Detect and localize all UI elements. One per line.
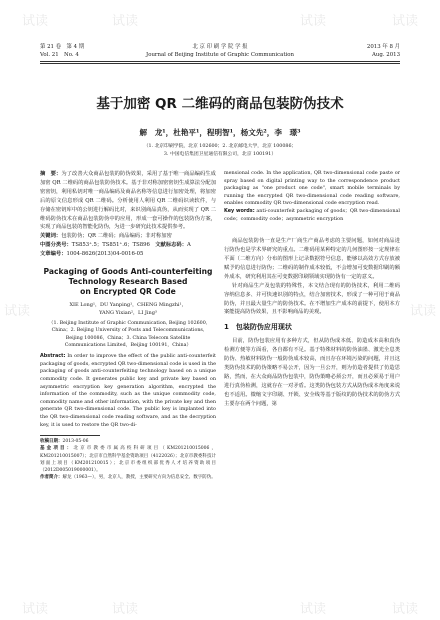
header-rule <box>40 63 400 64</box>
article-number-label: 文章编号： <box>40 251 67 258</box>
bio-text: 解龙（1963—），男，北京人，教授，主要研究方向为信息安全、数字防伪。 <box>62 475 216 481</box>
right-column <box>224 170 400 620</box>
journal-name-cn: 北 京 印 刷 学 院 学 报 <box>192 44 248 50</box>
abstract-text: 为了改善大众商品包装的防伪效果，采用了基于唯一商品编码生成加密 QR 二维码的商品包装防伪技术。基于非对称加密密钥生成算法分配加密密钥，利用私钥对唯一商品编码及商品名称等信息进行加密处理，将加密后的原文信息形成 QR 二维码。分析使用人利用 QR 二维码识读软件，与存储在密钥库中的公钥进行解码比对，来识别商品真伪，从而实现了 QR 二维码防伪技术在商品包装防伪中的应用，形成一套可操作的包装防伪方案，实现了商品包装的智能化防伪，为进一步研究此技术提供参考。 <box>40 171 216 231</box>
footnote-bio <box>40 474 216 481</box>
keywords-label: 关键词： <box>40 233 62 240</box>
watermark-text: 试读 <box>300 602 327 617</box>
author-list: 解 龙¹，杜艳平¹，程明智¹，杨文先²，李 璟³ <box>139 128 301 137</box>
classification-line <box>40 241 216 250</box>
abstract-en-continued: mensional code. In the application, QR two-dimensional code paste or spray based on digital printing way to the correspondence product packaging as "one product one code", smart mobile terminals by running the encrypted QR two-dimensional code reading software, enables commodity QR two-dimensional code encryption read. <box>224 170 400 207</box>
english-title-line: on Encrypted QR Code <box>80 287 176 297</box>
watermark-text: 试读 <box>22 14 49 29</box>
watermark-text: 试读 <box>4 304 31 319</box>
volume-cn: 第 21 卷 第 4 期 <box>40 44 85 50</box>
journal-name-en: Journal of Beijing Institute of Graphic Communication <box>146 52 294 58</box>
abstract-cn <box>40 170 216 232</box>
watermark-text: 试读 <box>112 602 139 617</box>
left-column <box>40 170 216 620</box>
clc-label: 中图分类号： <box>40 242 72 249</box>
english-affiliation-line: Communications Limited，Beijing 100191，China） <box>64 342 192 348</box>
abstract-label: 摘 要： <box>40 171 62 177</box>
paper-title: 基于加密 QR 二维码的商品包装防伪技术 <box>96 96 344 112</box>
english-title-line: Packaging of Goods Anti-counterfeiting <box>43 267 213 277</box>
received-date: 2013-05-06 <box>62 439 89 445</box>
watermark-text: 试读 <box>392 14 419 29</box>
english-affiliation-line: China；2. Beijing University of Posts and Telecommunications, <box>51 328 205 334</box>
clc-value: TS853⁺.5；TS851⁺.6；TS896 <box>71 242 150 249</box>
journal-header <box>40 44 400 60</box>
english-title <box>40 267 216 297</box>
date-cn: 2013 年 8 月 <box>366 44 400 50</box>
date-en: Aug. 2013 <box>372 52 400 58</box>
english-affiliations <box>40 320 216 349</box>
english-author-line: XIE Long¹，DU Yanping¹，CHENG Mingzhi¹， <box>69 302 187 309</box>
doc-code-value: A <box>187 242 191 249</box>
footnote-fund <box>40 445 216 474</box>
affiliation-line: 3. 中国电信集团卫星通信有限公司，北京 100191） <box>163 152 277 157</box>
watermark-text: 试读 <box>410 304 437 319</box>
english-authors <box>40 302 216 317</box>
footnote-received <box>40 438 216 445</box>
watermark-text: 试读 <box>300 14 327 29</box>
body-paragraph: 目前，防伪包装应用有多种方式，但从防伪成本低、防造成本高和真伪检测方便等方面看，各自都有不足。基于特殊材料的防伪油墨、激光全息类防伪、热敏材料防伪一般防伪成本较高，而且存在环境污染的问题，并且这类防伪技术的防伪策略不易公开，因为一旦公开，则为仿造者提供了仿造思路，然而，在大众商品防伪包装中，防伪策略必须公开，而且必须易于用户进行真伪检测，这就存在一对矛盾。这类防伪包装方式从防伪成本角度来说也不适用。微缩文字印刷、开锁、安全线等基于版纹的防伪技术的防伪方式主要存在两个问题，第 <box>224 338 400 407</box>
body-paragraph: 针对商品生产及包装的特殊性，本文结合现有的防伪技术，利用二维码容纳信息多、并可快速识别的特点，结合加密技术，形成了一种可用于商品防伪，并且最大量生产的防伪技术。在不增加生产成本的前提下，使用本方案能提高防伪效果，且不影响商品的美观。 <box>224 282 400 316</box>
abstract-en-label: Abstract: <box>40 353 66 360</box>
keywords-text: 包装防伪；QR 二维码；商品编码；非对称加密 <box>61 233 172 240</box>
keywords-en-text: anti-counterfeit packaging of goods；QR two-dimensional code；commodity code；asymmetric encryption <box>224 207 400 222</box>
section-heading: 1 包装防伪应用现状 <box>224 323 292 332</box>
watermark-text: 试读 <box>22 602 49 617</box>
received-label: 收稿日期： <box>40 439 63 445</box>
keywords-en-label: Key words: <box>224 207 255 214</box>
article-number-line <box>40 250 216 259</box>
keywords-en <box>224 208 400 223</box>
bio-label: 作者简介： <box>40 475 63 481</box>
watermark-text: 试读 <box>392 602 419 617</box>
english-affiliation-line: Beijing 100086，China；3. China Telecom Satellite <box>65 335 191 341</box>
body-paragraph: 商品包装防伪一直是生产厂商生产商品考虑的主要问题，如何对商品进行防伪也是学术界研究的重点。二维码用某种特定的几何图形按一定规律在平面（二维方向）分布的图形上记录数据符号信息，能够以高效方式存放被赋予的信息进行防伪；二维码的制作成本较低，不会增加可变数据印刷的额外成本，研究利用其在可变数据印刷领域实现防伪有一定的意义。 <box>224 238 400 280</box>
doc-code-label: 文献标志码： <box>155 242 188 249</box>
abstract-en-text: In order to improve the effect of the public anti-counterfeit packaging of goods, encrypted QR two-dimensional code is used in the packaging of goods anti-counterfeiting technology based on a unique commodity code. It generates public key and private key based on asymmetric encryption key generation algorithm, encrypted the information of the commodity, such as the unique commodity code, commodity name and other information, with the private key and then generate QR two-dimensional code. The public key is implanted into the QR two-dimensional code reading software, and as the decryption key, it is used to restore the QR two-di- <box>40 353 216 428</box>
fund-label: 基金项目： <box>40 446 74 452</box>
abstract-en <box>40 353 216 429</box>
english-title-line: Technology Research Based <box>68 277 188 287</box>
affiliation-line: （1. 北京印刷学院，北京 102600；2. 北京邮电大学，北京 100086； <box>143 144 297 149</box>
watermark-text: 试读 <box>112 14 139 29</box>
keywords-cn <box>40 232 216 241</box>
fund-text: 北京市教委市属高校科研项目（KM201210015006，KM201210015007）；北京市自然科学基金资助项目（4122026）；北京市教委科技计划面上项目（KM201210015）；北京市委组织部优秀人才培养资助项目（2012D005019000001）。 <box>40 446 216 473</box>
article-number-value: 1004-8626(2013)04-0016-05 <box>66 251 144 258</box>
footnote-rule <box>40 435 100 436</box>
english-affiliation-line: （1. Beijing Institute of Graphic Communication, Beijing 102600, <box>48 321 208 327</box>
volume-en: Vol. 21 No. 4 <box>40 52 79 58</box>
english-author-line: YANG Yixian²，LI Jing³ <box>99 309 157 316</box>
